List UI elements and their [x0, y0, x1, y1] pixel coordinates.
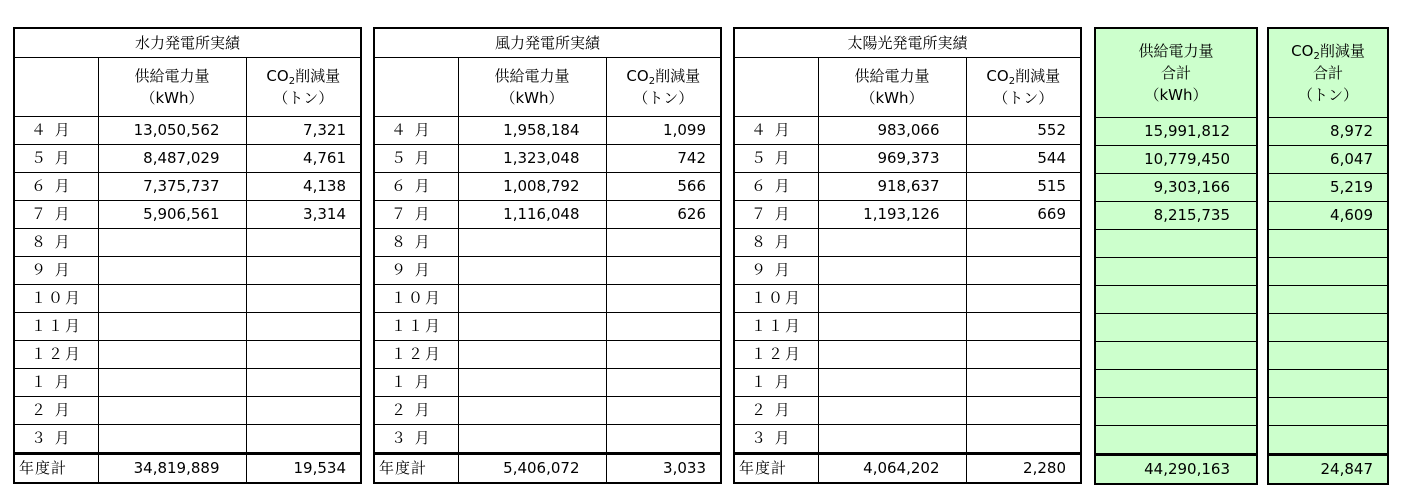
co2-cell — [606, 369, 721, 397]
table-row — [1268, 202, 1388, 230]
month-label: ３ 月 — [374, 425, 458, 454]
co2-cell — [606, 341, 721, 369]
sum-cell: 6,047 — [1268, 146, 1388, 174]
month-label: ５ 月 — [734, 145, 818, 173]
sum-cell: 4,609 — [1268, 202, 1388, 230]
table-row — [734, 369, 1081, 397]
sum-cell: 8,215,735 — [1095, 202, 1257, 230]
table-row — [734, 285, 1081, 313]
total-label: 年度計 — [734, 454, 818, 484]
month-label: ８ 月 — [14, 229, 98, 257]
co2-cell — [966, 257, 1081, 285]
co2-cell: 566 — [606, 173, 721, 201]
co2-cell — [966, 369, 1081, 397]
co2-cell: 4,761 — [246, 145, 361, 173]
supply-cell: 1,008,792 — [458, 173, 606, 201]
month-label: １１月 — [374, 313, 458, 341]
solar-title: 太陽光発電所実績 — [734, 28, 1081, 58]
month-label: ７ 月 — [734, 201, 818, 229]
co2-cell — [246, 397, 361, 425]
wind-table — [373, 27, 722, 484]
table-row — [734, 201, 1081, 229]
month-label: １１月 — [734, 313, 818, 341]
sum-total-cell: 44,290,163 — [1095, 455, 1257, 485]
supply-cell — [98, 313, 246, 341]
supply-cell — [818, 341, 966, 369]
supply-cell: 1,193,126 — [818, 201, 966, 229]
sum-cell — [1268, 398, 1388, 426]
table-row — [1095, 426, 1257, 455]
total-label: 年度計 — [14, 454, 98, 484]
table-row — [734, 313, 1081, 341]
month-label: １０月 — [374, 285, 458, 313]
table-row — [374, 201, 721, 229]
table-row — [1095, 118, 1257, 146]
co2-header: $CO_2$削減量 （トン） — [966, 58, 1081, 117]
month-label: ３ 月 — [734, 425, 818, 454]
supply-cell — [458, 229, 606, 257]
supply-cell — [818, 257, 966, 285]
table-row — [374, 257, 721, 285]
table-row — [1095, 174, 1257, 202]
co2-header: $CO_2$削減量 （トン） — [606, 58, 721, 117]
total-supply-cell: 34,819,889 — [98, 454, 246, 484]
month-label: １２月 — [734, 341, 818, 369]
month-label: ８ 月 — [374, 229, 458, 257]
supply-cell — [98, 229, 246, 257]
table-row — [374, 229, 721, 257]
supply-cell — [818, 313, 966, 341]
table-row — [1268, 230, 1388, 258]
month-label: ２ 月 — [734, 397, 818, 425]
table-row — [734, 145, 1081, 173]
month-label: １０月 — [734, 285, 818, 313]
co2-cell: 552 — [966, 117, 1081, 145]
month-label: １０月 — [14, 285, 98, 313]
hydro-table — [13, 27, 362, 484]
table-row — [14, 257, 361, 285]
co2-cell: 626 — [606, 201, 721, 229]
co2-cell — [606, 425, 721, 454]
month-label: ２ 月 — [14, 397, 98, 425]
table-row — [1095, 230, 1257, 258]
co2-cell — [966, 341, 1081, 369]
supply-cell — [818, 229, 966, 257]
total-co2-cell: 19,534 — [246, 454, 361, 484]
sum-cell — [1268, 314, 1388, 342]
co2-cell — [246, 425, 361, 454]
total-co2-cell: 2,280 — [966, 454, 1081, 484]
supply-cell — [98, 257, 246, 285]
table-row — [374, 117, 721, 145]
supply-cell — [458, 285, 606, 313]
co2-cell — [246, 369, 361, 397]
supply-cell: 13,050,562 — [98, 117, 246, 145]
sum-cell — [1095, 286, 1257, 314]
co2-cell: 4,138 — [246, 173, 361, 201]
supply-cell: 1,323,048 — [458, 145, 606, 173]
table-row — [374, 145, 721, 173]
supply-header: 供給電力量 （kWh） — [458, 58, 606, 117]
table-row — [1268, 286, 1388, 314]
co2-cell — [606, 285, 721, 313]
supply-cell: 1,116,048 — [458, 201, 606, 229]
table-row — [14, 201, 361, 229]
month-label: ４ 月 — [14, 117, 98, 145]
supply-cell — [98, 285, 246, 313]
month-label: ５ 月 — [14, 145, 98, 173]
hydro-title: 水力発電所実績 — [14, 28, 361, 58]
table-row — [374, 173, 721, 201]
sum-cell — [1268, 342, 1388, 370]
sum-cell — [1268, 258, 1388, 286]
table-row — [1268, 342, 1388, 370]
table-row — [734, 425, 1081, 454]
supply-cell — [458, 369, 606, 397]
table-row — [374, 285, 721, 313]
co2-cell — [966, 397, 1081, 425]
table-row — [734, 173, 1081, 201]
co2-cell — [966, 425, 1081, 454]
sum-cell — [1095, 342, 1257, 370]
sum-cell — [1268, 286, 1388, 314]
co2-header: $CO_2$削減量 （トン） — [246, 58, 361, 117]
sum-cell — [1095, 370, 1257, 398]
table-row — [374, 425, 721, 454]
sum-cell: 5,219 — [1268, 174, 1388, 202]
total-row — [374, 454, 721, 484]
month-label: １ 月 — [14, 369, 98, 397]
month-label: １ 月 — [374, 369, 458, 397]
table-row — [14, 229, 361, 257]
total-row — [1095, 455, 1257, 485]
co2-total-header: $CO_2$削減量 合計 （トン） — [1268, 28, 1388, 118]
total-supply-cell: 4,064,202 — [818, 454, 966, 484]
month-label: ７ 月 — [14, 201, 98, 229]
supply-cell — [458, 257, 606, 285]
supply-cell: 1,958,184 — [458, 117, 606, 145]
supply-total-table — [1094, 27, 1258, 485]
co2-cell — [246, 285, 361, 313]
month-label: ９ 月 — [734, 257, 818, 285]
sum-cell — [1268, 426, 1388, 455]
co2-cell: 669 — [966, 201, 1081, 229]
total-supply-cell: 5,406,072 — [458, 454, 606, 484]
supply-header: 供給電力量 （kWh） — [98, 58, 246, 117]
table-row — [1095, 286, 1257, 314]
table-row — [374, 313, 721, 341]
table-row — [374, 341, 721, 369]
sum-cell: 9,303,166 — [1095, 174, 1257, 202]
solar-table — [733, 27, 1082, 484]
table-row — [1268, 118, 1388, 146]
table-row — [1095, 342, 1257, 370]
total-label: 年度計 — [374, 454, 458, 484]
month-label: ４ 月 — [374, 117, 458, 145]
co2-cell — [606, 397, 721, 425]
supply-cell — [458, 313, 606, 341]
table-row — [1095, 314, 1257, 342]
sum-cell — [1095, 314, 1257, 342]
month-label: １２月 — [14, 341, 98, 369]
supply-cell: 918,637 — [818, 173, 966, 201]
co2-cell: 544 — [966, 145, 1081, 173]
co2-cell — [966, 285, 1081, 313]
table-row — [1095, 370, 1257, 398]
month-label: １ 月 — [734, 369, 818, 397]
sum-cell: 8,972 — [1268, 118, 1388, 146]
month-label: ９ 月 — [14, 257, 98, 285]
table-row — [1268, 258, 1388, 286]
supply-cell: 5,906,561 — [98, 201, 246, 229]
co2-cell — [966, 313, 1081, 341]
total-row — [734, 454, 1081, 484]
table-row — [14, 369, 361, 397]
total-row — [14, 454, 361, 484]
table-row — [734, 397, 1081, 425]
supply-cell — [458, 425, 606, 454]
table-row — [1268, 370, 1388, 398]
month-label: ６ 月 — [374, 173, 458, 201]
month-label: １２月 — [374, 341, 458, 369]
month-label: １１月 — [14, 313, 98, 341]
co2-cell — [246, 229, 361, 257]
month-label: ６ 月 — [14, 173, 98, 201]
supply-cell — [458, 397, 606, 425]
supply-cell — [98, 397, 246, 425]
table-row — [734, 229, 1081, 257]
month-label: ３ 月 — [14, 425, 98, 454]
sum-cell — [1268, 230, 1388, 258]
month-label: ６ 月 — [734, 173, 818, 201]
supply-cell — [818, 285, 966, 313]
month-label: ２ 月 — [374, 397, 458, 425]
supply-cell: 969,373 — [818, 145, 966, 173]
supply-cell — [98, 425, 246, 454]
total-row — [1268, 455, 1388, 485]
table-row — [14, 313, 361, 341]
co2-cell: 3,314 — [246, 201, 361, 229]
supply-cell: 7,375,737 — [98, 173, 246, 201]
table-row — [1095, 258, 1257, 286]
table-row — [1268, 426, 1388, 455]
table-row — [1095, 398, 1257, 426]
supply-cell — [818, 397, 966, 425]
table-row — [1268, 398, 1388, 426]
table-row — [14, 341, 361, 369]
sum-total-cell: 24,847 — [1268, 455, 1388, 485]
sum-cell: 15,991,812 — [1095, 118, 1257, 146]
sum-cell — [1095, 426, 1257, 455]
supply-header: 供給電力量 （kWh） — [818, 58, 966, 117]
table-row — [14, 117, 361, 145]
co2-cell — [246, 341, 361, 369]
total-co2-cell: 3,033 — [606, 454, 721, 484]
co2-cell: 515 — [966, 173, 1081, 201]
supply-cell: 983,066 — [818, 117, 966, 145]
sum-cell: 10,779,450 — [1095, 146, 1257, 174]
table-row — [374, 397, 721, 425]
supply-cell — [458, 341, 606, 369]
month-label: ８ 月 — [734, 229, 818, 257]
sum-cell — [1095, 258, 1257, 286]
co2-cell — [606, 313, 721, 341]
table-row — [1268, 314, 1388, 342]
table-row — [1268, 146, 1388, 174]
month-label: ４ 月 — [734, 117, 818, 145]
supply-cell — [818, 369, 966, 397]
table-row — [14, 425, 361, 454]
co2-cell — [246, 313, 361, 341]
co2-cell — [246, 257, 361, 285]
table-row — [14, 145, 361, 173]
wind-title: 風力発電所実績 — [374, 28, 721, 58]
table-row — [1095, 146, 1257, 174]
supply-cell — [98, 341, 246, 369]
supply-cell — [98, 369, 246, 397]
table-row — [14, 173, 361, 201]
table-row — [1268, 174, 1388, 202]
supply-cell: 8,487,029 — [98, 145, 246, 173]
co2-cell: 7,321 — [246, 117, 361, 145]
co2-cell: 1,099 — [606, 117, 721, 145]
co2-cell: 742 — [606, 145, 721, 173]
supply-total-header: 供給電力量 合計 （kWh） — [1095, 28, 1257, 118]
co2-cell — [606, 257, 721, 285]
co2-cell — [966, 229, 1081, 257]
table-row — [14, 397, 361, 425]
month-label: ５ 月 — [374, 145, 458, 173]
table-row — [1095, 202, 1257, 230]
co2-cell — [606, 229, 721, 257]
table-row — [374, 369, 721, 397]
month-label: ９ 月 — [374, 257, 458, 285]
table-row — [14, 285, 361, 313]
table-row — [734, 117, 1081, 145]
sum-cell — [1095, 230, 1257, 258]
co2-total-table — [1267, 27, 1389, 485]
supply-cell — [818, 425, 966, 454]
month-label: ７ 月 — [374, 201, 458, 229]
table-row — [734, 257, 1081, 285]
table-row — [734, 341, 1081, 369]
sum-cell — [1268, 370, 1388, 398]
sum-cell — [1095, 398, 1257, 426]
